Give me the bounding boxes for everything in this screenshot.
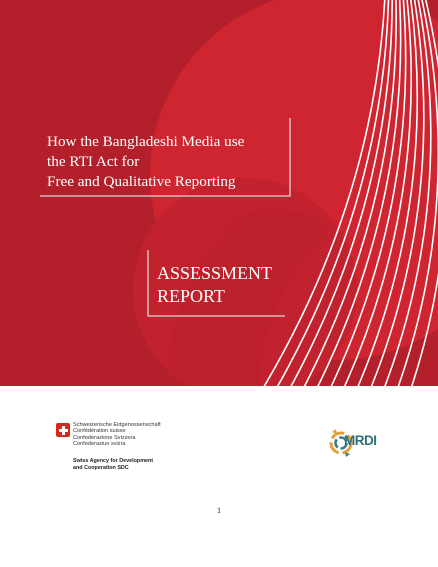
title-line-3: Free and Qualitative Reporting bbox=[47, 173, 236, 190]
report-title bbox=[47, 132, 287, 192]
mrdi-logo-text: MRDI bbox=[344, 433, 377, 448]
title-line-2: the RTI Act for bbox=[47, 153, 140, 170]
report-type-line-1: ASSESSMENT bbox=[157, 263, 273, 283]
sdc-name-de: Schweizerische Eidgenossenschaft bbox=[73, 422, 161, 428]
swiss-confederation-names bbox=[73, 422, 161, 448]
sdc-name-rm: Confederaziun svizra bbox=[73, 441, 126, 448]
sdc-name-fr: Confédération suisse bbox=[73, 428, 126, 435]
page-number: 1 bbox=[217, 506, 221, 515]
report-type-heading bbox=[157, 262, 272, 308]
title-line-1: How the Bangladeshi Media use bbox=[47, 133, 245, 150]
swiss-flag-icon bbox=[56, 423, 70, 437]
mrdi-logo bbox=[326, 424, 382, 464]
sdc-agency-line-2: and Cooperation SDC bbox=[73, 464, 129, 471]
report-type-line-2: REPORT bbox=[157, 286, 225, 306]
sdc-name-it: Confederazione Svizzera bbox=[73, 434, 136, 441]
sdc-agency-line-1: Swiss Agency for Development bbox=[73, 458, 154, 464]
sdc-agency-name bbox=[73, 458, 153, 471]
